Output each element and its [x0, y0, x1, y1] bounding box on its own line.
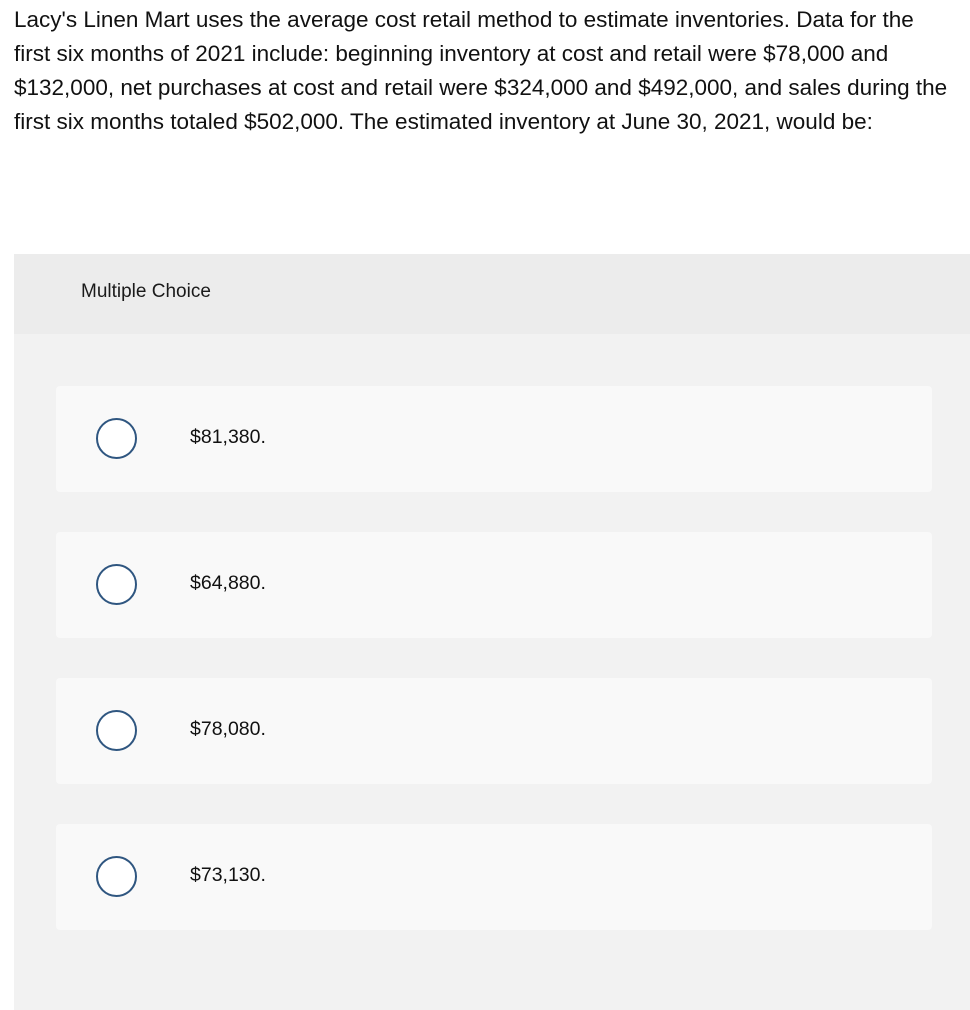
question-text: Lacy's Linen Mart uses the average cost retail method to estimate inventories. Data for the first six months of 2021 include: beginning inventory at cost and retail were $78,000 and $132,000, net purchases at cost and retail were $324,000 and $492,000, and sales during the first six months totaled $502,000. The estimated inventory at June 30, 2021, would be: [14, 7, 948, 134]
choice-label: $64,880. [190, 572, 266, 594]
choice-option-3[interactable] [56, 678, 932, 784]
radio-empty-icon[interactable] [96, 710, 137, 751]
choice-option-4[interactable] [56, 824, 932, 930]
multiple-choice-header [14, 254, 970, 334]
choice-label: $81,380. [190, 426, 266, 448]
multiple-choice-panel [14, 254, 970, 1010]
multiple-choice-title: Multiple Choice [81, 281, 211, 302]
choice-option-1[interactable] [56, 386, 932, 492]
radio-empty-icon[interactable] [96, 564, 137, 605]
radio-empty-icon[interactable] [96, 856, 137, 897]
radio-empty-icon[interactable] [96, 418, 137, 459]
choice-option-2[interactable] [56, 532, 932, 638]
choice-label: $73,130. [190, 864, 266, 886]
choice-label: $78,080. [190, 718, 266, 740]
